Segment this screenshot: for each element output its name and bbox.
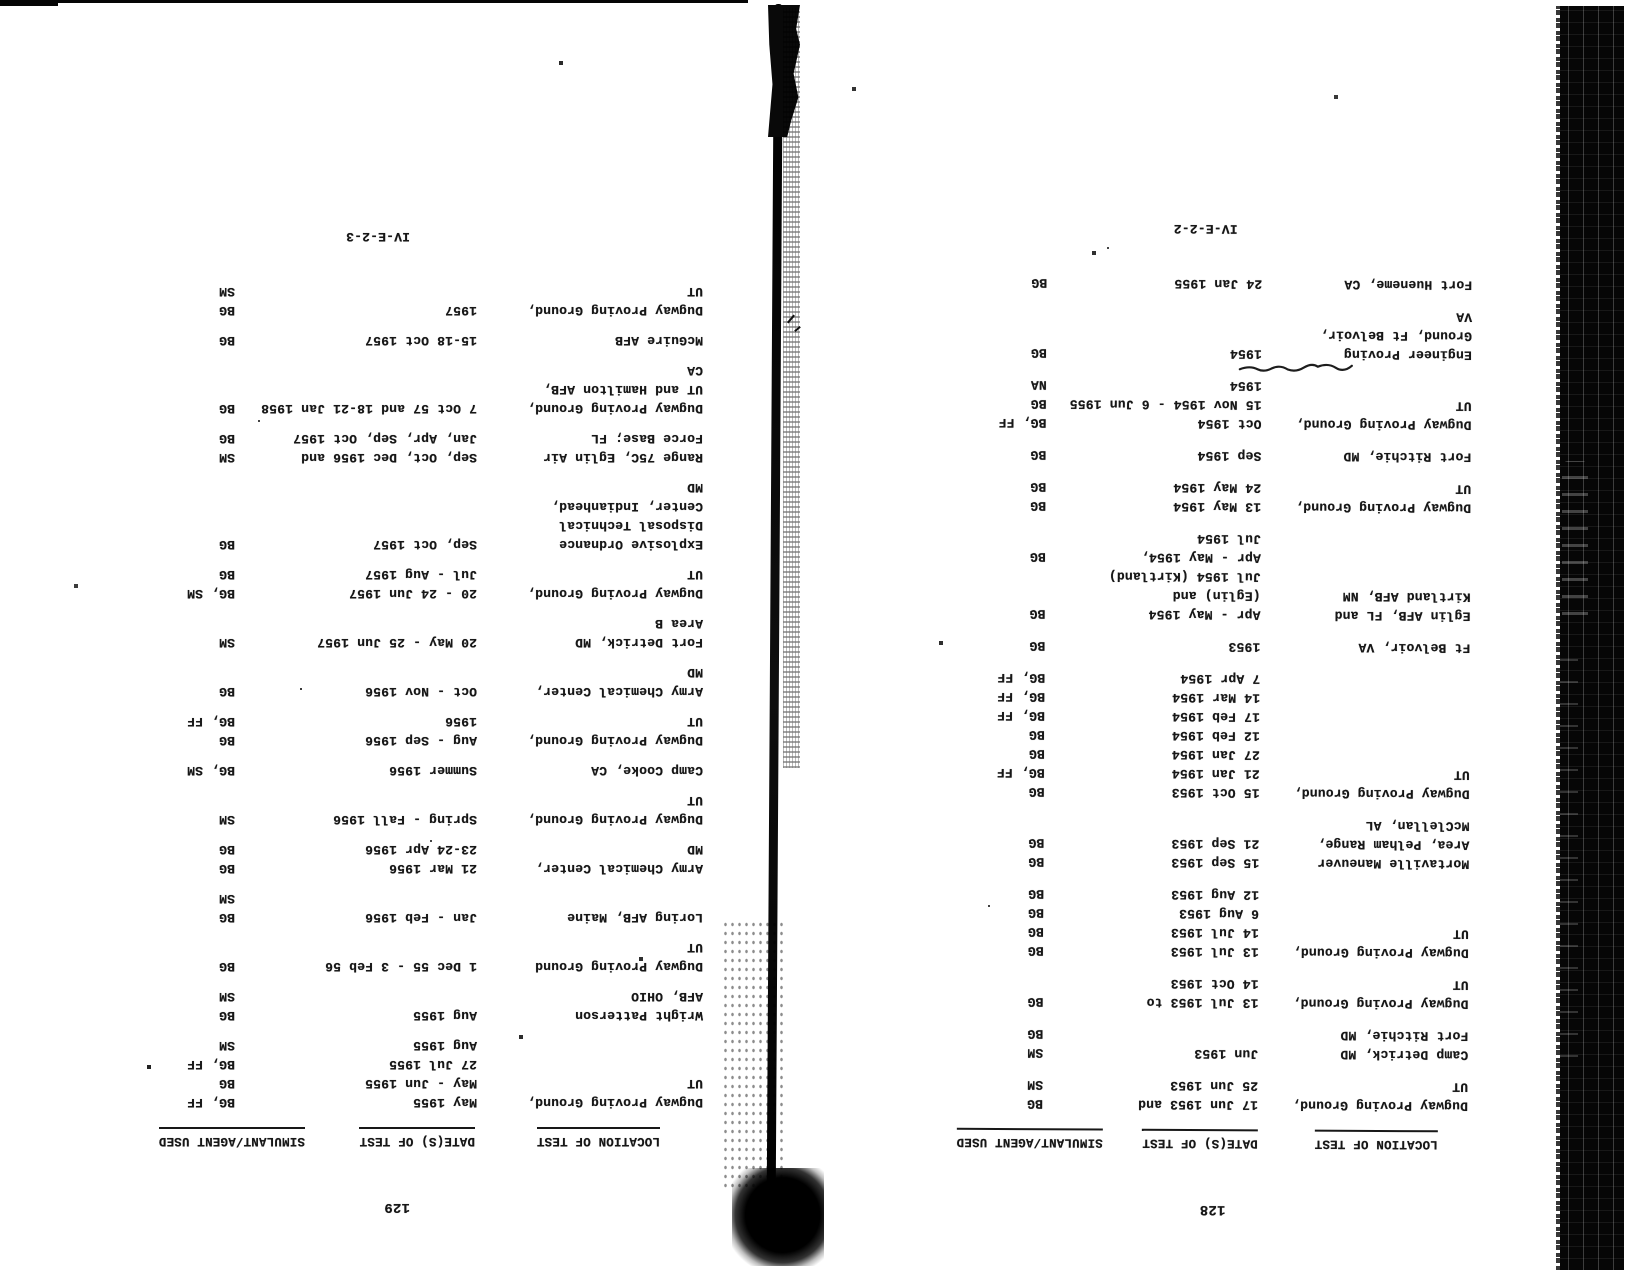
location-cell: Dugway Proving Ground	[534, 959, 703, 974]
date-cell: Sep, Oct 1957	[372, 537, 477, 552]
agent-cell: BG	[218, 401, 235, 416]
agent-cell: BG	[1030, 479, 1047, 495]
table-line	[45, 535, 705, 554]
location-cell: UT	[686, 793, 703, 808]
date-cell: 12 Aug 1953	[1171, 886, 1260, 903]
table-line	[878, 991, 1498, 1013]
agent-cell: BG	[1027, 924, 1044, 940]
table-line	[880, 724, 1500, 746]
table-line	[45, 565, 705, 584]
location-cell: Dugway Proving Ground,	[1295, 416, 1472, 433]
agent-cell: BG	[1027, 905, 1045, 921]
location-cell: UT	[1452, 977, 1469, 993]
table-line	[45, 614, 705, 633]
date-cell: 1953	[1228, 639, 1261, 655]
table-row	[45, 791, 705, 829]
column-header-agent: SIMULANT/AGENT USED	[159, 1127, 305, 1150]
table-line	[879, 851, 1499, 873]
date-cell: May 1955	[412, 1095, 477, 1110]
date-cell: 1954	[1229, 378, 1262, 394]
agent-cell: NA	[1030, 377, 1047, 393]
location-cell: MD	[686, 665, 703, 680]
agent-cell: BG	[1026, 1096, 1044, 1112]
table-line	[881, 565, 1501, 587]
location-cell: Camp Cooke, CA	[590, 763, 703, 778]
table-line	[881, 527, 1501, 549]
table-line	[45, 633, 705, 652]
table-row	[878, 1074, 1498, 1115]
location-cell: MD	[686, 842, 703, 857]
location-cell: Center, Indianhead,	[550, 499, 703, 514]
location-cell: Kirtland AFB, NM	[1342, 588, 1471, 605]
table-line	[879, 813, 1499, 835]
table-line	[878, 1023, 1498, 1045]
agent-cell: BG, FF	[998, 414, 1047, 431]
table-line	[881, 584, 1501, 606]
location-cell: Dugway Proving Ground,	[1293, 785, 1470, 802]
agent-cell: BG	[1028, 746, 1045, 762]
column-header-location: LOCATION OF TEST	[1314, 1130, 1437, 1154]
table-line	[881, 495, 1501, 517]
table-rows	[45, 271, 705, 1112]
location-cell: UT	[686, 1076, 703, 1091]
location-cell: Dugway Proving Ground,	[1291, 1097, 1469, 1114]
agent-cell: BG	[1029, 549, 1046, 565]
agent-cell: BG	[218, 431, 235, 446]
book-edge-strip	[1560, 6, 1624, 1270]
table-line	[881, 476, 1501, 498]
date-cell: 21 Jan 1954	[1171, 765, 1260, 782]
location-cell: VA	[1456, 309, 1473, 325]
table-row	[882, 272, 1502, 294]
location-cell: Fort Ritchie, MD	[1340, 1027, 1469, 1044]
column-header-date: DATE(S) OF TEST	[1142, 1129, 1258, 1153]
location-cell: UT	[1453, 767, 1470, 783]
table-row	[879, 883, 1499, 962]
location-cell: Fort Detrick, MD	[574, 635, 703, 650]
date-cell: Jun 1953	[1194, 1046, 1259, 1062]
table-row	[45, 282, 705, 320]
agent-cell: SM	[218, 1038, 235, 1053]
agent-cell: BG	[218, 733, 235, 748]
table-line	[45, 840, 705, 859]
date-cell: May - Jun 1955	[364, 1076, 477, 1091]
pen-scribble-mark	[1236, 358, 1354, 375]
agent-cell: BG, FF	[186, 1057, 235, 1072]
agent-cell: BG	[1028, 886, 1045, 902]
agent-cell: SM	[218, 989, 235, 1004]
date-cell: 27 Jan 1954	[1171, 746, 1260, 763]
agent-cell: BG	[218, 537, 235, 552]
location-cell: Fort Ritchie, MD	[1343, 448, 1472, 465]
location-cell: Disposal Technical	[558, 518, 703, 533]
date-cell: 21 Mar 1956	[388, 861, 477, 876]
table-row	[882, 304, 1502, 364]
date-cell: 20 May - 25 Jun 1957	[316, 635, 477, 650]
date-cell: Apr - May 1954	[1148, 606, 1261, 623]
table-line	[879, 883, 1499, 905]
page-129	[45, 218, 705, 1218]
location-cell: Fort Hueneme, CA	[1344, 276, 1473, 293]
table-row	[878, 1023, 1498, 1064]
page-number: 129	[384, 1199, 410, 1215]
date-cell: 7 Apr 1954	[1180, 670, 1261, 687]
location-cell: Area, Pelham Range,	[1317, 836, 1470, 853]
table-row	[45, 889, 705, 927]
agent-cell: BG	[1030, 345, 1047, 361]
table-line	[45, 399, 705, 418]
scan-top-edge-corner	[0, 0, 58, 6]
table-row	[45, 331, 705, 350]
location-cell: Dugway Proving Ground,	[1292, 995, 1469, 1012]
agent-cell: SM	[1027, 1077, 1044, 1093]
agent-cell: BG, FF	[186, 714, 235, 729]
table-line	[45, 1055, 705, 1074]
agent-cell: BG, FF	[186, 1095, 235, 1110]
agent-cell: BG	[218, 1076, 235, 1091]
scan-top-edge	[0, 0, 748, 3]
table-line	[45, 584, 705, 603]
date-cell: 14 Mar 1954	[1172, 689, 1261, 706]
binding-gutter-bottom-blot	[732, 1168, 824, 1266]
table-line	[880, 603, 1500, 625]
table-row	[878, 972, 1498, 1013]
table-line	[881, 412, 1501, 434]
location-cell: Area B	[654, 616, 703, 631]
table-line	[879, 940, 1499, 962]
date-cell: 1956	[444, 714, 477, 729]
agent-cell: BG	[1029, 606, 1046, 622]
table-line	[45, 987, 705, 1006]
table-line	[880, 667, 1500, 689]
agent-cell: BG	[1027, 994, 1044, 1010]
table-line	[45, 1093, 705, 1112]
table-line	[882, 374, 1502, 396]
date-cell: 24 May 1954	[1173, 479, 1262, 496]
table-line	[880, 686, 1500, 708]
table-line	[45, 791, 705, 810]
date-cell: Aug 1955	[412, 1038, 477, 1053]
date-cell: Jul 1954 (Kirtland)	[1108, 568, 1261, 585]
agent-cell: SM	[218, 812, 235, 827]
agent-cell: BG	[218, 910, 235, 925]
agent-cell: SM	[218, 450, 235, 465]
table-line	[882, 304, 1502, 326]
agent-cell: BG	[1029, 638, 1046, 654]
table-line	[45, 516, 705, 535]
table-line	[45, 1074, 705, 1093]
table-line	[879, 972, 1499, 994]
date-cell: 17 Feb 1954	[1171, 708, 1261, 725]
table-line	[45, 380, 705, 399]
table-row	[45, 938, 705, 976]
table-line	[45, 429, 705, 448]
table-row	[880, 527, 1500, 625]
section-page-label: IV-E-2-2	[1173, 220, 1238, 237]
table-row	[45, 663, 705, 701]
edge-smudge	[1562, 461, 1588, 621]
table-line	[45, 361, 705, 380]
location-cell: McGuire AFB	[614, 333, 703, 348]
agent-cell: BG, FF	[997, 669, 1046, 686]
table-line	[881, 444, 1501, 466]
location-cell: UT	[1452, 1079, 1469, 1095]
date-cell: 12 Feb 1954	[1171, 727, 1260, 744]
date-cell: 1957	[444, 303, 477, 318]
table-line	[45, 908, 705, 927]
table-line	[45, 761, 705, 780]
agent-cell: BG	[218, 567, 235, 582]
table-row	[45, 478, 705, 554]
location-cell: UT and Hamilton AFB,	[542, 382, 703, 397]
agent-cell: BG	[218, 684, 235, 699]
agent-cell: BG	[218, 303, 235, 318]
binding-gutter-speckles	[722, 920, 786, 1190]
location-cell: Wright Patterson	[574, 1008, 703, 1023]
location-cell: CA	[686, 363, 703, 378]
date-cell: Aug 1955	[412, 1008, 477, 1023]
table-line	[45, 731, 705, 750]
table-line	[879, 902, 1499, 924]
date-cell: 15 Nov 1954 - 6 Jun 1955	[1069, 396, 1262, 413]
table-line	[880, 743, 1500, 765]
agent-cell: BG	[1030, 447, 1047, 463]
date-cell: 23-24 Apr 1956	[364, 842, 477, 857]
agent-cell: BG	[1031, 275, 1048, 291]
agent-cell: BG, SM	[186, 763, 235, 778]
location-cell: Engineer Proving	[1343, 346, 1472, 363]
date-cell: 21 Sep 1953	[1171, 835, 1260, 852]
table-row	[880, 667, 1501, 803]
location-cell: Force Base; FL	[590, 431, 703, 446]
agent-cell: BG	[218, 842, 235, 857]
agent-cell: BG	[1030, 396, 1047, 412]
table-line	[882, 272, 1502, 294]
location-cell: Mortaville Maneuver	[1317, 855, 1470, 872]
location-cell: UT	[686, 940, 703, 955]
location-cell: Camp Detrick, MD	[1340, 1046, 1469, 1063]
table-line	[45, 859, 705, 878]
date-cell: 13 May 1954	[1173, 498, 1262, 515]
agent-cell: BG	[1028, 835, 1045, 851]
date-cell: Jan - Feb 1956	[364, 910, 477, 925]
date-cell: Sep, Oct, Dec 1956 and	[300, 450, 477, 465]
table-row	[879, 813, 1499, 873]
date-cell: Oct 1954	[1197, 416, 1262, 432]
table-header-row	[45, 1130, 705, 1150]
table-line	[45, 1006, 705, 1025]
date-cell: 1 Dec 55 - 3 Feb 56	[324, 959, 477, 974]
date-cell: 25 Jun 1953	[1170, 1077, 1259, 1094]
column-header-agent: SIMULANT/AGENT USED	[956, 1128, 1102, 1152]
date-cell: 1954	[1229, 346, 1262, 362]
table-line	[45, 682, 705, 701]
agent-cell: SM	[218, 284, 235, 299]
toner-specks	[0, 0, 2, 2]
date-cell: 6 Aug 1953	[1178, 905, 1260, 922]
page-128	[877, 213, 1502, 1221]
date-cell: Spring - Fall 1956	[332, 812, 477, 827]
date-cell: 13 Jul 1953	[1170, 943, 1259, 960]
table-row	[880, 635, 1500, 657]
agent-cell: BG	[218, 333, 235, 348]
location-cell: Ft Belvoir, VA	[1358, 639, 1471, 656]
table-line	[878, 1074, 1498, 1096]
table-line	[882, 342, 1502, 364]
date-cell: 24 Jan 1955	[1174, 275, 1263, 292]
table-line	[45, 478, 705, 497]
table-line	[45, 1036, 705, 1055]
agent-cell: BG	[1030, 498, 1047, 514]
date-cell: Jul 1954	[1196, 531, 1261, 547]
date-cell: 15 Oct 1953	[1171, 784, 1260, 801]
table-row	[881, 374, 1501, 434]
location-cell: UT	[686, 714, 703, 729]
date-cell: Summer 1956	[388, 763, 477, 778]
agent-cell: BG	[218, 1008, 235, 1023]
table-row	[881, 444, 1501, 466]
agent-cell: BG, SM	[186, 586, 235, 601]
table-header-row	[878, 1130, 1498, 1153]
location-cell: Ground, Ft Belvoir,	[1319, 327, 1473, 344]
section-page-label: IV-E-2-3	[345, 229, 410, 244]
edge-smudge-lower	[1560, 646, 1578, 1066]
column-header-date: DATE(S) OF TEST	[359, 1127, 475, 1150]
location-cell: Dugway Proving Ground,	[526, 303, 703, 318]
location-cell: UT	[1452, 926, 1469, 942]
table-row	[45, 565, 705, 603]
table-line	[45, 497, 705, 516]
location-cell: UT	[686, 567, 703, 582]
agent-cell: SM	[218, 635, 235, 650]
table-row	[45, 614, 705, 652]
table-line	[881, 546, 1501, 568]
table-line	[45, 712, 705, 731]
table-line	[878, 1093, 1498, 1115]
location-cell: Army Chemical Center,	[534, 684, 703, 699]
table-row	[45, 987, 705, 1025]
agent-cell: BG	[1028, 727, 1045, 743]
date-cell: Jan, Apr, Sep, Oct 1957	[292, 431, 477, 446]
location-cell: UT	[1455, 398, 1472, 414]
table-line	[880, 762, 1500, 784]
agent-cell: BG	[1027, 943, 1044, 959]
table-line	[45, 301, 705, 320]
date-cell: (Eglin) and	[1172, 587, 1261, 604]
table-line	[880, 781, 1500, 803]
date-cell: Oct - Nov 1956	[364, 684, 477, 699]
date-cell: 13 Jul 1953 to	[1146, 994, 1259, 1011]
page-number: 128	[1199, 1201, 1226, 1218]
location-cell: Range 75C, Eglin Air	[542, 450, 703, 465]
table-rows	[878, 259, 1502, 1115]
date-cell: 27 Jul 1955	[388, 1057, 477, 1072]
table-line	[45, 938, 705, 957]
table-row	[45, 712, 705, 750]
table-line	[882, 323, 1502, 345]
location-cell: Dugway Proving Ground,	[1292, 944, 1469, 961]
location-cell: Army Chemical Center,	[534, 861, 703, 876]
date-cell: 15 Sep 1953	[1171, 854, 1260, 871]
agent-cell: BG	[1028, 854, 1045, 870]
agent-cell: BG	[218, 959, 235, 974]
location-cell: Dugway Proving Ground,	[526, 401, 703, 416]
table-line	[880, 635, 1500, 657]
binding-gutter-noise	[783, 8, 800, 768]
date-cell: Apr - May 1954,	[1140, 549, 1261, 566]
location-cell: Loring AFB, Maine	[566, 910, 703, 925]
table-line	[45, 957, 705, 976]
table-line	[880, 705, 1500, 727]
location-cell: MD	[686, 480, 703, 495]
date-cell: 7 Oct 57 and 18-21 Jan 1958	[260, 401, 477, 416]
table-line	[45, 810, 705, 829]
location-cell: UT	[686, 284, 703, 299]
location-cell: Dugway Proving Ground,	[526, 733, 703, 748]
agent-cell: BG, FF	[996, 707, 1046, 724]
location-cell: Dugway Proving Ground,	[1295, 499, 1472, 516]
location-cell: UT	[1455, 481, 1472, 497]
table-row	[45, 1036, 705, 1112]
location-cell: AFB, OHIO	[630, 989, 703, 1004]
date-cell: 17 Jun 1953 and	[1137, 1096, 1259, 1113]
location-cell: Dugway Proving Ground,	[526, 1095, 703, 1110]
table-line	[882, 393, 1502, 415]
location-cell: Explosive Ordnance	[558, 537, 703, 552]
agent-cell: BG, FF	[996, 764, 1045, 781]
agent-cell: SM	[1027, 1045, 1044, 1061]
table-line	[45, 889, 705, 908]
location-cell: Eglin AFB, FL and	[1334, 607, 1471, 624]
table-line	[45, 331, 705, 350]
table-line	[45, 663, 705, 682]
table-row	[881, 476, 1501, 517]
table-line	[45, 282, 705, 301]
edge-scratches	[1560, 6, 1624, 1270]
date-cell: 14 Oct 1953	[1170, 975, 1259, 992]
date-cell: 20 - 24 Jun 1957	[348, 586, 477, 601]
table-row	[45, 429, 705, 467]
location-cell: Dugway Proving Ground,	[526, 586, 703, 601]
table-line	[878, 1042, 1498, 1064]
table-line	[879, 832, 1499, 854]
location-cell: McClellan, AL	[1365, 817, 1470, 834]
date-cell: Sep 1954	[1197, 448, 1262, 464]
date-cell: 14 Jul 1953	[1170, 924, 1259, 941]
agent-cell: BG, FF	[997, 688, 1046, 705]
table-row	[45, 361, 705, 418]
location-cell: Dugway Proving Ground,	[526, 812, 703, 827]
date-cell: 15-18 Oct 1957	[364, 333, 477, 348]
agent-cell: BG	[1028, 784, 1045, 800]
date-cell: Jul - Aug 1957	[364, 567, 477, 582]
table-row	[45, 761, 705, 780]
table-row	[45, 840, 705, 878]
table-line	[879, 921, 1499, 943]
date-cell: Aug - Sep 1956	[364, 733, 477, 748]
agent-cell: BG	[218, 861, 235, 876]
column-header-location: LOCATION OF TEST	[537, 1127, 660, 1150]
table-line	[45, 448, 705, 467]
agent-cell: BG	[1027, 1026, 1044, 1042]
agent-cell: SM	[218, 891, 235, 906]
